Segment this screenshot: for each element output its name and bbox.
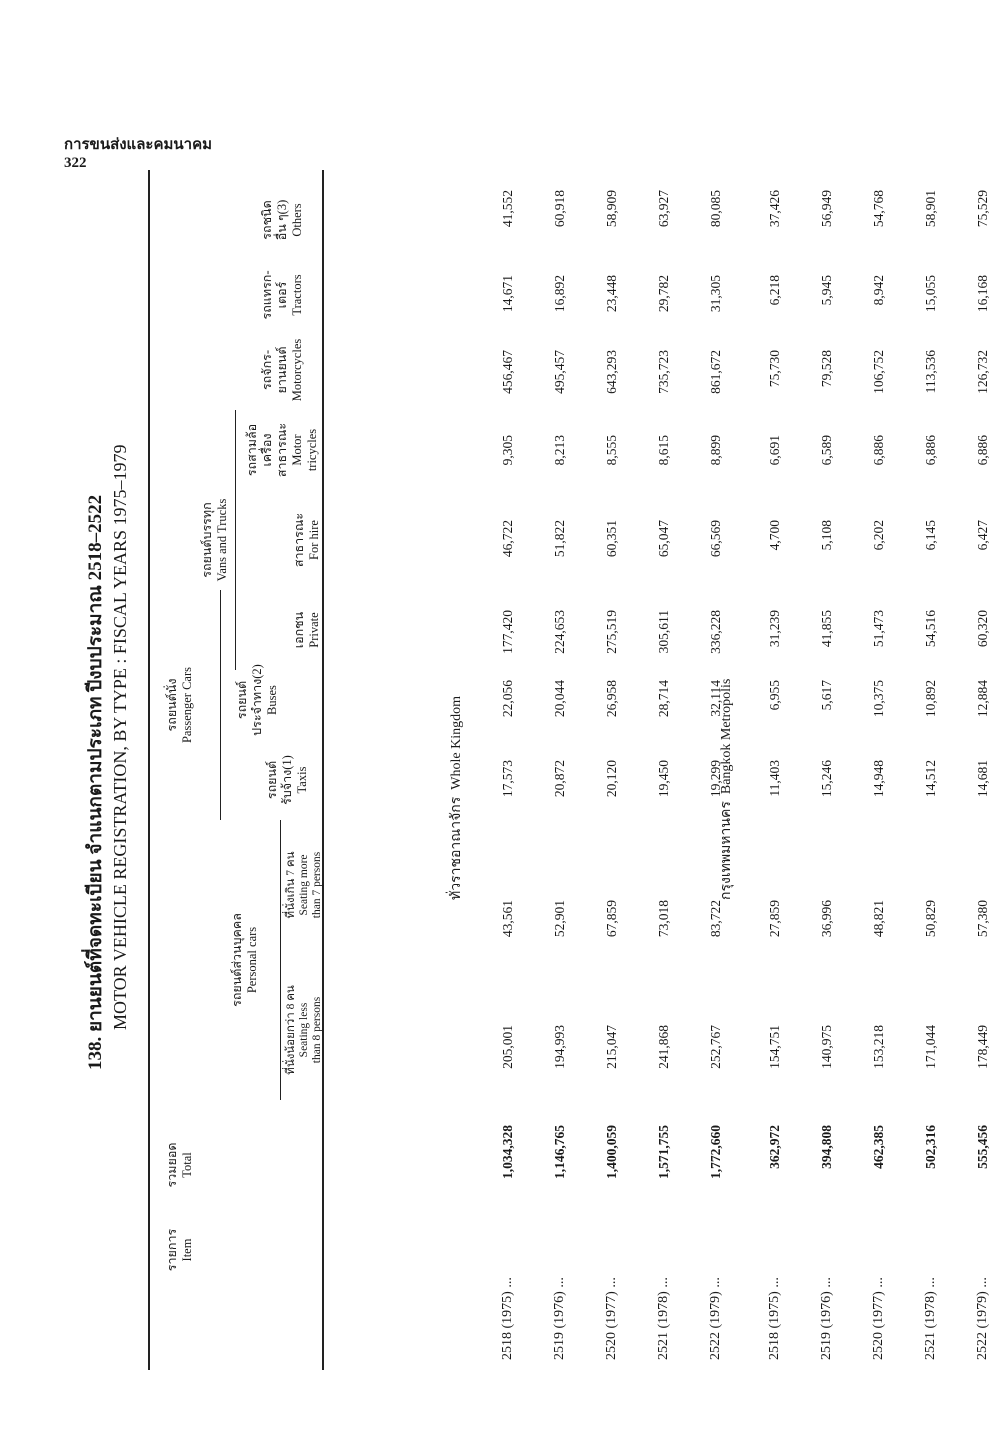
cell-hire: 6,145: [923, 520, 938, 551]
cell-tric: 8,213: [552, 435, 567, 466]
cell-tract: 6,218: [767, 275, 782, 306]
cell-total: 1,034,328: [500, 1125, 515, 1179]
cell-buses: 6,955: [767, 680, 782, 711]
vans-rule: [235, 410, 236, 670]
cell-tric: 6,886: [975, 435, 990, 466]
cell-less8: 140,975: [819, 1025, 834, 1069]
cell-hire: 51,822: [552, 520, 567, 558]
cell-private: 275,519: [604, 610, 619, 654]
cell-moto: 495,457: [552, 350, 567, 394]
cell-hire: 65,047: [656, 520, 671, 558]
cell-moto: 113,536: [923, 350, 938, 394]
cell-tract: 16,892: [552, 275, 567, 313]
cell-buses: 28,714: [656, 680, 671, 718]
cell-taxis: 19,450: [656, 760, 671, 798]
cell-other: 58,901: [923, 190, 938, 228]
row-label: 2519 (1976) ...: [552, 1277, 567, 1360]
cell-private: 305,611: [656, 610, 671, 654]
cell-more7: 52,901: [552, 900, 567, 938]
col-buses: รถยนต์ ประจำทาง(2) Buses: [235, 664, 279, 736]
cell-buses: 5,617: [819, 680, 834, 711]
cell-more7: 73,018: [656, 900, 671, 938]
cell-more7: 67,859: [604, 900, 619, 938]
section-title: การขนส่งและคมนาคม: [64, 137, 212, 153]
cell-total: 555,456: [975, 1125, 990, 1169]
row-label: 2521 (1978) ...: [923, 1277, 938, 1360]
cell-moto: 643,293: [604, 350, 619, 394]
cell-tric: 8,555: [604, 435, 619, 466]
cell-private: 41,855: [819, 610, 834, 648]
col-total: รวมยอด Total: [165, 1142, 194, 1188]
row-label: 2521 (1978) ...: [656, 1277, 671, 1360]
cell-more7: 48,821: [871, 900, 886, 938]
cell-tric: 6,886: [871, 435, 886, 466]
cell-tric: 6,589: [819, 435, 834, 466]
col-tricycles: รถสามล้อ เครื่อง สาธารณะ Motor tricycles: [245, 422, 319, 478]
personal-rule: [280, 820, 281, 1100]
cell-other: 58,909: [604, 190, 619, 228]
cell-total: 394,808: [819, 1125, 834, 1169]
cell-taxis: 11,403: [767, 760, 782, 797]
row-label: 2518 (1975) ...: [500, 1277, 515, 1360]
col-motorcycles: รถจักร- ยานยนต์ Motorcycles: [260, 338, 304, 402]
cell-tract: 23,448: [604, 275, 619, 313]
cell-total: 362,972: [767, 1125, 782, 1169]
cell-taxis: 20,872: [552, 760, 567, 798]
col-passenger: รถยนต์นั่ง Passenger Cars: [165, 666, 194, 744]
cell-taxis: 15,246: [819, 760, 834, 798]
table-number: 138.: [85, 1036, 106, 1070]
cell-other: 60,918: [552, 190, 567, 228]
cell-tric: 9,305: [500, 435, 515, 466]
cell-taxis: 19,299: [708, 760, 723, 798]
cell-taxis: 17,573: [500, 760, 515, 798]
page-header: [64, 136, 212, 172]
cell-tric: 8,899: [708, 435, 723, 466]
cell-total: 462,385: [871, 1125, 886, 1169]
table-title-english: MOTOR VEHICLE REGISTRATION, BY TYPE : FISCAL YEARS 1975–1979: [110, 444, 130, 1030]
cell-total: 1,571,755: [656, 1125, 671, 1179]
row-label: 2522 (1979) ...: [975, 1277, 990, 1360]
col-private: เอกชน Private: [292, 611, 321, 649]
cell-taxis: 14,512: [923, 760, 938, 798]
col-less8: ที่นั่งน้อยกว่า 8 คน Seating less than 8 persons: [285, 985, 323, 1075]
cell-other: 63,927: [656, 190, 671, 228]
cell-private: 336,228: [708, 610, 723, 654]
cell-other: 80,085: [708, 190, 723, 228]
cell-tract: 16,168: [975, 275, 990, 313]
cell-tract: 8,942: [871, 275, 886, 306]
header-bottom-rule: [322, 170, 324, 1370]
row-label: 2519 (1976) ...: [819, 1277, 834, 1360]
cell-more7: 36,996: [819, 900, 834, 938]
cell-total: 1,772,660: [708, 1125, 723, 1179]
col-item: รายการ Item: [165, 1228, 194, 1272]
cell-less8: 194,993: [552, 1025, 567, 1069]
cell-moto: 456,467: [500, 350, 515, 394]
cell-other: 75,529: [975, 190, 990, 228]
row-label: 2522 (1979) ...: [708, 1277, 723, 1360]
cell-more7: 83,722: [708, 900, 723, 938]
page-number: 322: [64, 155, 87, 171]
cell-moto: 126,732: [975, 350, 990, 394]
table-title-thai: 138. ยานยนต์ที่จดทะเบียน จำแนกตามประเภท ปีงบประมาณ 2518–2522: [85, 494, 106, 1070]
cell-private: 60,320: [975, 610, 990, 648]
cell-tract: 15,055: [923, 275, 938, 313]
cell-moto: 735,723: [656, 350, 671, 394]
section-label-bangkok: กรุงเทพมหานคร Bangkok Metropolis: [719, 678, 734, 900]
cell-moto: 79,528: [819, 350, 834, 388]
cell-more7: 50,829: [923, 900, 938, 938]
cell-taxis: 14,681: [975, 760, 990, 798]
cell-moto: 861,672: [708, 350, 723, 394]
cell-hire: 4,700: [767, 520, 782, 551]
cell-other: 37,426: [767, 190, 782, 228]
cell-private: 31,239: [767, 610, 782, 648]
cell-tract: 14,671: [500, 275, 515, 313]
cell-less8: 215,047: [604, 1025, 619, 1069]
col-others: รถชนิด อื่น ๆ(3) Others: [260, 199, 304, 241]
col-vans: รถยนต์บรรทุก Vans and Trucks: [200, 498, 229, 582]
cell-total: 502,316: [923, 1125, 938, 1169]
cell-private: 224,653: [552, 610, 567, 654]
cell-other: 54,768: [871, 190, 886, 228]
cell-private: 54,516: [923, 610, 938, 648]
cell-tric: 6,886: [923, 435, 938, 466]
cell-less8: 153,218: [871, 1025, 886, 1069]
cell-hire: 6,202: [871, 520, 886, 551]
cell-tract: 31,305: [708, 275, 723, 313]
cell-private: 51,473: [871, 610, 886, 648]
cell-hire: 60,351: [604, 520, 619, 558]
rotated-table: [60, 170, 990, 1370]
cell-taxis: 20,120: [604, 760, 619, 798]
cell-total: 1,146,765: [552, 1125, 567, 1179]
cell-buses: 10,892: [923, 680, 938, 718]
cell-other: 56,949: [819, 190, 834, 228]
col-personal: รถยนต์ส่วนบุคคล Personal cars: [230, 913, 259, 1007]
cell-hire: 46,722: [500, 520, 515, 558]
cell-hire: 6,427: [975, 520, 990, 551]
cell-buses: 22,056: [500, 680, 515, 718]
col-taxis: รถยนต์ รับจ้าง(1) Taxis: [265, 755, 309, 805]
cell-tric: 6,691: [767, 435, 782, 466]
row-label: 2520 (1977) ...: [604, 1277, 619, 1360]
cell-less8: 252,767: [708, 1025, 723, 1069]
row-label: 2518 (1975) ...: [767, 1277, 782, 1360]
cell-more7: 43,561: [500, 900, 515, 938]
col-more7: ที่นั่งเกิน 7 คน Seating more than 7 persons: [285, 851, 323, 919]
col-tractors: รถแทรก- เตอร์ Tractors: [260, 270, 304, 320]
cell-tract: 5,945: [819, 275, 834, 306]
cell-buses: 20,044: [552, 680, 567, 718]
cell-buses: 12,884: [975, 680, 990, 718]
cell-less8: 241,868: [656, 1025, 671, 1069]
cell-buses: 32,114: [708, 680, 723, 717]
col-hire: สาธารณะ For hire: [292, 512, 321, 568]
cell-less8: 205,001: [500, 1025, 515, 1069]
cell-hire: 5,108: [819, 520, 834, 551]
section-label-whole-kingdom: ทั่วราชอาณาจักร Whole Kingdom: [449, 695, 464, 900]
cell-more7: 27,859: [767, 900, 782, 938]
cell-tract: 29,782: [656, 275, 671, 313]
row-label: 2520 (1977) ...: [871, 1277, 886, 1360]
cell-other: 41,552: [500, 190, 515, 228]
cell-tric: 8,615: [656, 435, 671, 466]
cell-more7: 57,380: [975, 900, 990, 938]
cell-moto: 75,730: [767, 350, 782, 388]
cell-less8: 178,449: [975, 1025, 990, 1069]
cell-buses: 26,958: [604, 680, 619, 718]
cell-hire: 66,569: [708, 520, 723, 558]
cell-less8: 171,044: [923, 1025, 938, 1069]
cell-taxis: 14,948: [871, 760, 886, 798]
cell-total: 1,400,059: [604, 1125, 619, 1179]
top-rule: [148, 170, 150, 1370]
cell-private: 177,420: [500, 610, 515, 654]
cell-less8: 154,751: [767, 1025, 782, 1069]
cell-moto: 106,752: [871, 350, 886, 394]
cell-buses: 10,375: [871, 680, 886, 718]
